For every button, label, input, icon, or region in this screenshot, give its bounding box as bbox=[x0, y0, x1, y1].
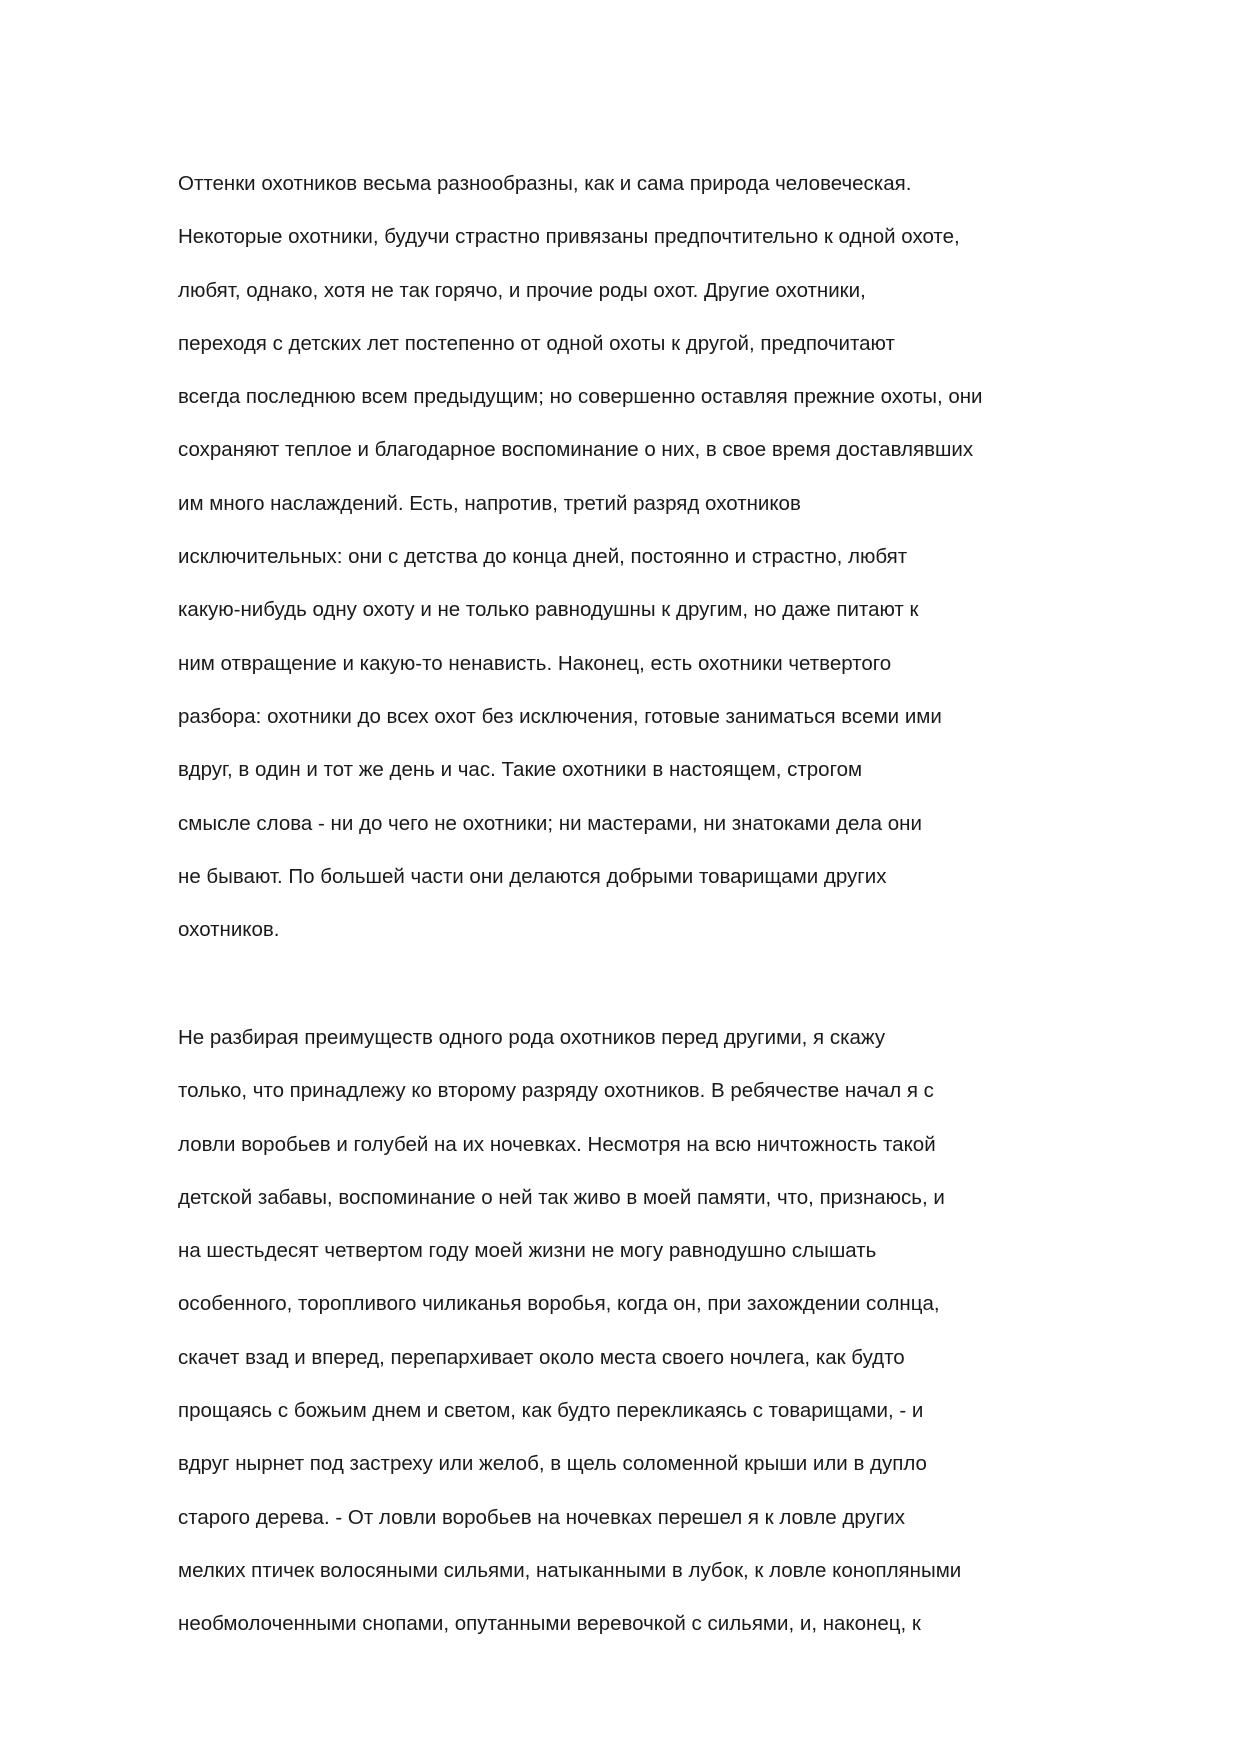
text-line: сохраняют теплое и благодарное воспоминание о них, в свое время доставлявших bbox=[178, 438, 974, 462]
text-line: Не разбирая преимуществ одного рода охотников перед другими, я скажу bbox=[178, 1026, 886, 1049]
paragraph-1 bbox=[178, 170, 1058, 969]
text-line: на шестьдесят четвертом году моей жизни не могу равнодушно слышать bbox=[178, 1239, 877, 1263]
text-line: смысле слова - ни до чего не охотники; ни мастерами, ни знатоками дела они bbox=[178, 811, 922, 835]
text-line: только, что принадлежу ко второму разряду охотников. В ребячестве начал я с bbox=[178, 1079, 934, 1103]
text-line: охотников. bbox=[178, 918, 280, 942]
text-line: Оттенки охотников весьма разнообразны, как и сама природа человеческая. bbox=[178, 172, 912, 195]
text-line: скачет взад и вперед, перепархивает около места своего ночлега, как будто bbox=[178, 1345, 905, 1369]
text-line: какую-нибудь одну охоту и не только равнодушны к другим, но даже питают к bbox=[178, 598, 919, 622]
text-line: всегда последнюю всем предыдущим; но совершенно оставляя прежние охоты, они bbox=[178, 385, 983, 409]
text-line: прощаясь с божьим днем и светом, как будто перекликаясь с товарищами, - и bbox=[178, 1399, 924, 1423]
text-line: вдруг нырнет под застреху или желоб, в щель соломенной крыши или в дупло bbox=[178, 1452, 927, 1476]
text-line: старого дерева. - От ловли воробьев на ночевках перешел я к ловле других bbox=[178, 1505, 905, 1529]
text-line: мелких птичек волосяными сильями, натыканными в лубок, к ловле конопляными bbox=[178, 1558, 962, 1582]
paragraph-2 bbox=[178, 1024, 1058, 1664]
text-line: любят, однако, хотя не так горячо, и прочие роды охот. Другие охотники, bbox=[178, 278, 866, 302]
text-line: не бывают. По большей части они делаются добрыми товарищами других bbox=[178, 864, 887, 888]
text-line: ловли воробьев и голубей на их ночевках. Несмотря на всю ничтожность такой bbox=[178, 1132, 936, 1156]
text-line: особенного, торопливого чиликанья воробья, когда он, при захождении солнца, bbox=[178, 1292, 940, 1316]
text-line: им много наслаждений. Есть, напротив, третий разряд охотников bbox=[178, 491, 801, 515]
text-line: ним отвращение и какую-то ненависть. Наконец, есть охотники четвертого bbox=[178, 651, 892, 675]
text-line: вдруг, в один и тот же день и час. Такие охотники в настоящем, строгом bbox=[178, 758, 863, 782]
text-line: переходя с детских лет постепенно от одной охоты к другой, предпочитают bbox=[178, 331, 895, 355]
text-line: детской забавы, воспоминание о ней так живо в моей памяти, что, признаюсь, и bbox=[178, 1185, 945, 1209]
text-line: исключительных: они с детства до конца дней, постоянно и страстно, любят bbox=[178, 545, 908, 569]
text-line: Некоторые охотники, будучи страстно привязаны предпочтительно к одной охоте, bbox=[178, 225, 960, 249]
text-line: необмолоченными снопами, опутанными веревочкой с сильями, и, наконец, к bbox=[178, 1612, 921, 1636]
text-line: разбора: охотники до всех охот без исключения, готовые заниматься всеми ими bbox=[178, 704, 942, 728]
